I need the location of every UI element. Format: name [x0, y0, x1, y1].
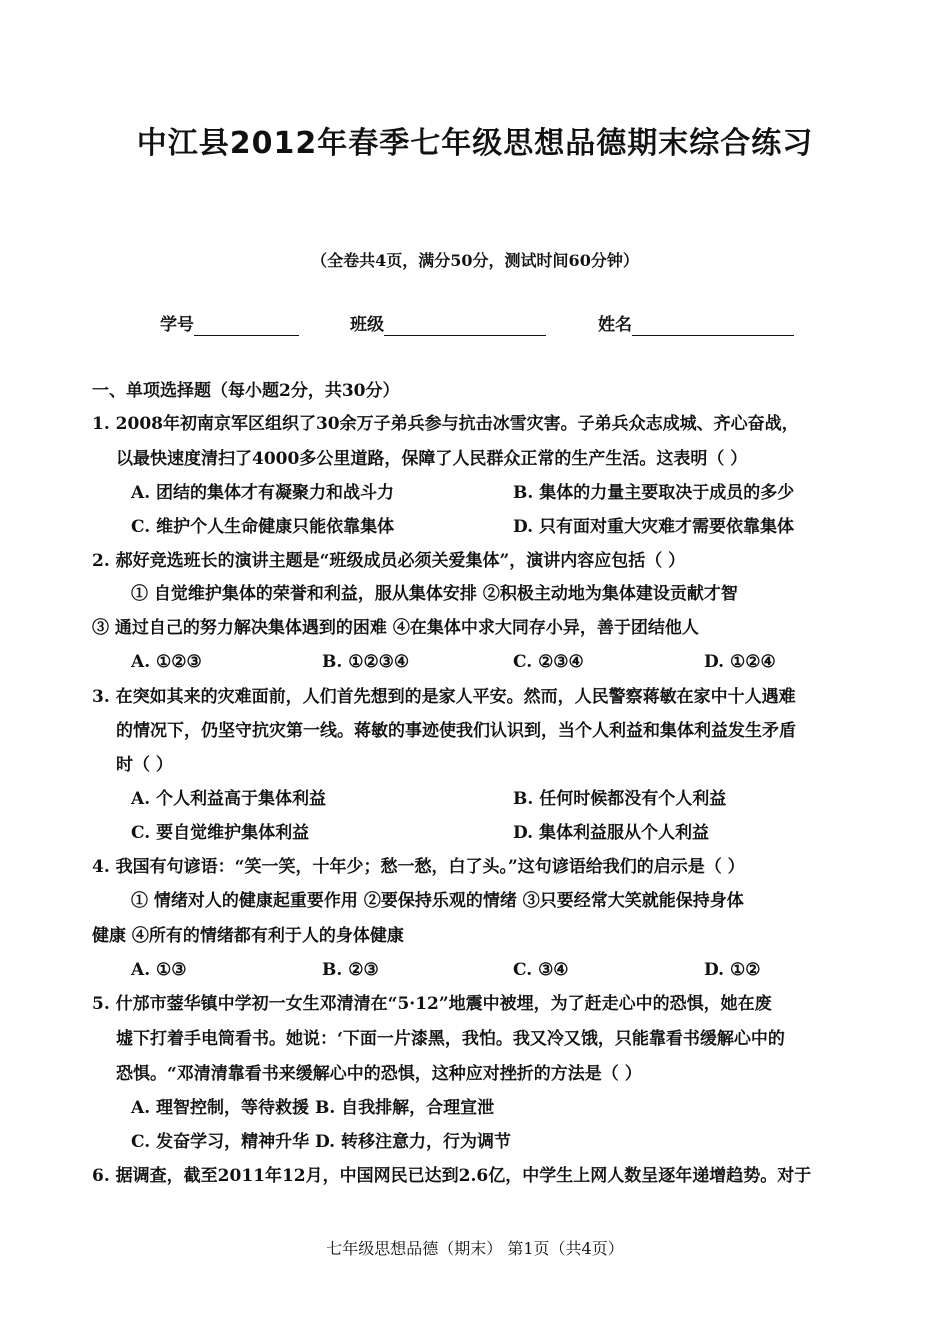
q3-line2: 的情况下，仍坚守抗灾第一线。蒋敏的事迹使我们认识到，当个人利益和集体利益发生矛盾 — [116, 721, 796, 741]
q4-option-b: B. ②③ — [322, 960, 379, 980]
page-title: 中江县2012年春季七年级思想品德期末综合练习 — [136, 126, 814, 161]
q1-option-c: C. 维护个人生命健康只能依靠集体 — [131, 517, 395, 537]
q2-statement-1: ① 自觉维护集体的荣誉和利益，服从集体安排 ②积极主动地为集体建设贡献才智 — [131, 584, 738, 604]
q2-statement-2: ③ 通过自己的努力解决集体遇到的困难 ④在集体中求大同存小异，善于团结他人 — [92, 618, 699, 638]
q1-option-b: B. 集体的力量主要取决于成员的多少 — [513, 483, 795, 503]
q1-line2: 以最快速度清扫了4000多公里道路，保障了人民群众正常的生产生活。这表明（ ） — [116, 449, 748, 469]
q4-option-c: C. ③④ — [513, 960, 569, 980]
page-footer: 七年级思想品德（期末） 第1页（共4页） — [326, 1239, 624, 1258]
q4-option-d: D. ①② — [704, 960, 761, 980]
class-label: 班级 — [350, 315, 384, 335]
q3-option-a: A. 个人利益高于集体利益 — [131, 789, 327, 809]
q5-options-ab: A. 理智控制，等待救援 B. 自我排解，合理宣泄 — [131, 1098, 495, 1118]
student-no-field[interactable] — [160, 314, 299, 336]
q2-option-d: D. ①②④ — [704, 652, 776, 672]
q6-line1: 6. 据调查，截至2011年12月，中国网民已达到2.6亿，中学生上网人数呈逐年递增趋势。对于 — [92, 1166, 812, 1186]
q1-option-d: D. 只有面对重大灾难才需要依靠集体 — [513, 517, 794, 537]
student-no-blank[interactable] — [194, 317, 299, 336]
q4-statement-1: ① 情绪对人的健康起重要作用 ②要保持乐观的情绪 ③只要经常大笑就能保持身体 — [131, 891, 744, 911]
q2-option-a: A. ①②③ — [131, 652, 202, 672]
q4-statement-2: 健康 ④所有的情绪都有利于人的身体健康 — [92, 926, 404, 946]
q3-option-b: B. 任何时候都没有个人利益 — [513, 789, 727, 809]
student-no-label: 学号 — [160, 315, 194, 335]
class-field[interactable] — [350, 314, 546, 336]
q2-option-c: C. ②③④ — [513, 652, 584, 672]
q5-line2: 墟下打着手电筒看书。她说：‘下面一片漆黑，我怕。我又冷又饿，只能靠看书缓解心中的 — [116, 1029, 785, 1049]
q1-option-a: A. 团结的集体才有凝聚力和战斗力 — [131, 483, 395, 503]
name-label: 姓名 — [598, 315, 632, 335]
name-field[interactable] — [598, 314, 794, 336]
q5-line3: 恐惧。“邓清清靠看书来缓解心中的恐惧，这种应对挫折的方法是（ ） — [116, 1064, 642, 1084]
section-heading: 一、单项选择题（每小题2分，共30分） — [92, 381, 400, 401]
q3-line3: 时（ ） — [116, 755, 173, 775]
q3-option-c: C. 要自觉维护集体利益 — [131, 823, 310, 843]
q5-line1: 5. 什邡市蓥华镇中学初一女生邓清清在“5·12”地震中被埋，为了赶走心中的恐惧，她在废 — [92, 994, 772, 1014]
name-blank[interactable] — [632, 317, 794, 336]
q2-line1: 2. 郝好竞选班长的演讲主题是“班级成员必须关爱集体”，演讲内容应包括（ ） — [92, 551, 686, 571]
q1-line1: 1. 2008年初南京军区组织了30余万子弟兵参与抗击冰雪灾害。子弟兵众志成城、齐心奋战， — [92, 414, 799, 434]
q4-option-a: A. ①③ — [131, 960, 187, 980]
q2-option-b: B. ①②③④ — [322, 652, 410, 672]
exam-info: （全卷共4页，满分50分，测试时间60分钟） — [311, 251, 639, 270]
q3-line1: 3. 在突如其来的灾难面前，人们首先想到的是家人平安。然而，人民警察蒋敏在家中十人遇难 — [92, 687, 796, 707]
class-blank[interactable] — [384, 317, 546, 336]
q4-line1: 4. 我国有句谚语：“笑一笑，十年少；愁一愁，白了头。”这句谚语给我们的启示是（ ） — [92, 857, 745, 877]
q3-option-d: D. 集体利益服从个人利益 — [513, 823, 709, 843]
q5-options-cd: C. 发奋学习，精神升华 D. 转移注意力，行为调节 — [131, 1132, 511, 1152]
